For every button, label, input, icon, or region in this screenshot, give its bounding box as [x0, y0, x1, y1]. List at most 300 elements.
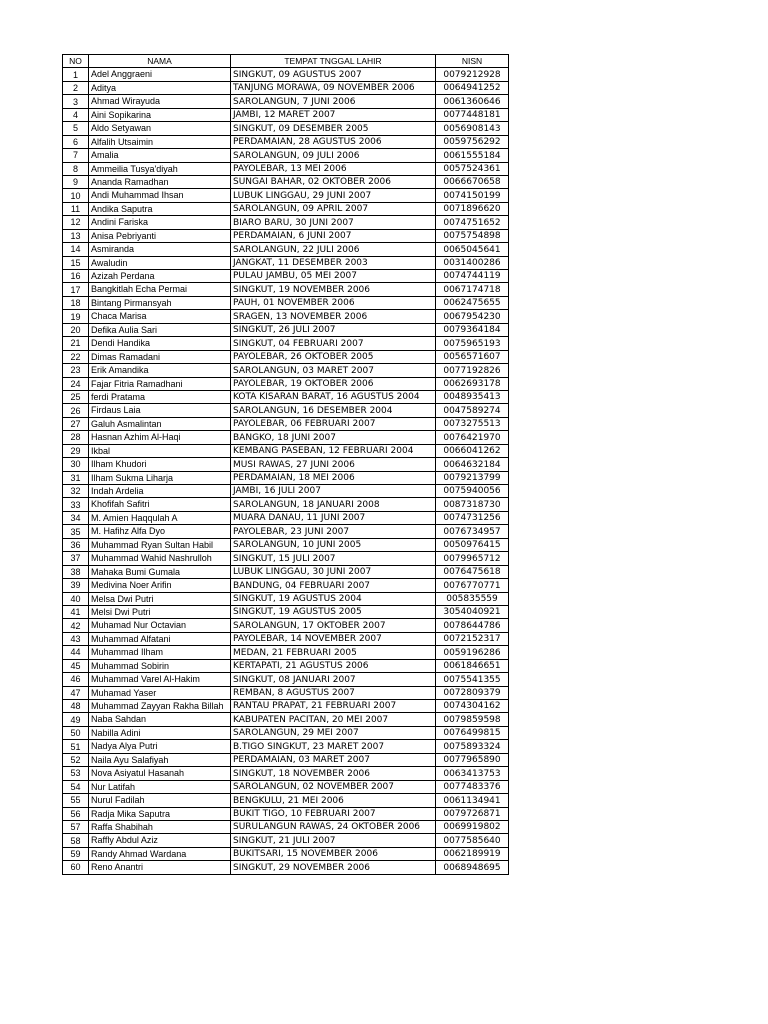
table-row	[63, 632, 509, 645]
cell-tempat-tanggal-lahir: SAROLANGUN, 10 JUNI 2005	[231, 538, 436, 551]
cell-tempat-tanggal-lahir: JAMBI, 12 MARET 2007	[231, 108, 436, 121]
cell-tempat-tanggal-lahir: PAUH, 01 NOVEMBER 2006	[231, 296, 436, 309]
cell-nisn: 0074751652	[436, 216, 509, 229]
table-row	[63, 296, 509, 309]
cell-no: 26	[63, 404, 89, 417]
cell-tempat-tanggal-lahir: PAYOLEBAR, 23 JUNI 2007	[231, 525, 436, 538]
cell-tempat-tanggal-lahir: REMBAN, 8 AGUSTUS 2007	[231, 686, 436, 699]
cell-no: 59	[63, 847, 89, 860]
cell-nama: Reno Anantri	[89, 861, 231, 874]
cell-nama: Asmiranda	[89, 243, 231, 256]
table-row	[63, 337, 509, 350]
cell-no: 55	[63, 794, 89, 807]
cell-no: 47	[63, 686, 89, 699]
cell-no: 54	[63, 780, 89, 793]
cell-nama: Chaca Marisa	[89, 310, 231, 323]
cell-nisn: 0059196286	[436, 646, 509, 659]
cell-no: 13	[63, 229, 89, 242]
cell-nisn: 0076475618	[436, 565, 509, 578]
table-row	[63, 404, 509, 417]
table-row	[63, 619, 509, 632]
cell-nama: M. Hafihz Alfa Dyo	[89, 525, 231, 538]
cell-nama: Ikbal	[89, 444, 231, 457]
cell-nama: Aditya	[89, 81, 231, 94]
cell-tempat-tanggal-lahir: SAROLANGUN, 09 JULI 2006	[231, 149, 436, 162]
cell-no: 14	[63, 243, 89, 256]
cell-nisn: 0074731256	[436, 511, 509, 524]
cell-nisn: 3054040921	[436, 605, 509, 618]
cell-no: 38	[63, 565, 89, 578]
cell-nama: Firdaus Laia	[89, 404, 231, 417]
table-row	[63, 525, 509, 538]
cell-nama: Randy Ahmad Wardana	[89, 847, 231, 860]
table-row	[63, 834, 509, 847]
table-row	[63, 229, 509, 242]
cell-tempat-tanggal-lahir: PAYOLEBAR, 06 FEBRUARI 2007	[231, 417, 436, 430]
column-header-nama: NAMA	[89, 55, 231, 68]
cell-nama: Ilham Khudori	[89, 458, 231, 471]
cell-no: 33	[63, 498, 89, 511]
table-row	[63, 753, 509, 766]
cell-no: 42	[63, 619, 89, 632]
cell-nama: Raffa Shabihah	[89, 820, 231, 833]
cell-no: 35	[63, 525, 89, 538]
cell-tempat-tanggal-lahir: RANTAU PRAPAT, 21 FEBRUARI 2007	[231, 700, 436, 713]
table-row	[63, 807, 509, 820]
cell-tempat-tanggal-lahir: BUKIT TIGO, 10 FEBRUARI 2007	[231, 807, 436, 820]
cell-no: 2	[63, 81, 89, 94]
table-row	[63, 700, 509, 713]
cell-no: 11	[63, 202, 89, 215]
cell-nisn: 0078644786	[436, 619, 509, 632]
table-row	[63, 565, 509, 578]
table-row	[63, 579, 509, 592]
cell-nisn: 0077965890	[436, 753, 509, 766]
cell-tempat-tanggal-lahir: SAROLANGUN, 09 APRIL 2007	[231, 202, 436, 215]
cell-nisn: 0075965193	[436, 337, 509, 350]
table-row	[63, 431, 509, 444]
cell-tempat-tanggal-lahir: PERDAMAIAN, 03 MARET 2007	[231, 753, 436, 766]
cell-nisn: 0067174718	[436, 283, 509, 296]
cell-nama: Muhammad Zayyan Rakha Billah	[89, 700, 231, 713]
table-row	[63, 713, 509, 726]
cell-tempat-tanggal-lahir: SAROLANGUN, 16 DESEMBER 2004	[231, 404, 436, 417]
cell-tempat-tanggal-lahir: BANGKO, 18 JUNI 2007	[231, 431, 436, 444]
table-row	[63, 189, 509, 202]
cell-tempat-tanggal-lahir: SAROLANGUN, 7 JUNI 2006	[231, 95, 436, 108]
table-row	[63, 216, 509, 229]
cell-tempat-tanggal-lahir: SINGKUT, 21 JULI 2007	[231, 834, 436, 847]
cell-nama: Erik Amandika	[89, 364, 231, 377]
cell-nisn: 0061360646	[436, 95, 509, 108]
cell-nisn: 0075940056	[436, 485, 509, 498]
cell-no: 36	[63, 538, 89, 551]
cell-tempat-tanggal-lahir: LUBUK LINGGAU, 29 JUNI 2007	[231, 189, 436, 202]
cell-tempat-tanggal-lahir: JANGKAT, 11 DESEMBER 2003	[231, 256, 436, 269]
cell-tempat-tanggal-lahir: SINGKUT, 08 JANUARI 2007	[231, 673, 436, 686]
cell-no: 48	[63, 700, 89, 713]
cell-nisn: 0050976415	[436, 538, 509, 551]
cell-nama: Muhamad Yaser	[89, 686, 231, 699]
cell-nama: Andini Fariska	[89, 216, 231, 229]
cell-no: 3	[63, 95, 89, 108]
cell-nisn: 0079212928	[436, 68, 509, 81]
cell-nama: Anisa Pebriyanti	[89, 229, 231, 242]
cell-nama: Hasnan Azhim Al-Haqi	[89, 431, 231, 444]
cell-nisn: 0073275513	[436, 417, 509, 430]
cell-no: 21	[63, 337, 89, 350]
cell-tempat-tanggal-lahir: SINGKUT, 18 NOVEMBER 2006	[231, 767, 436, 780]
cell-no: 10	[63, 189, 89, 202]
table-row	[63, 149, 509, 162]
table-row	[63, 390, 509, 403]
cell-no: 53	[63, 767, 89, 780]
cell-nama: Muhammad Wahid Nashrulloh	[89, 552, 231, 565]
cell-no: 8	[63, 162, 89, 175]
table-row	[63, 498, 509, 511]
table-row	[63, 283, 509, 296]
cell-nama: Bangkitlah Echa Permai	[89, 283, 231, 296]
table-row	[63, 202, 509, 215]
table-row	[63, 377, 509, 390]
cell-tempat-tanggal-lahir: BIARO BARU, 30 JUNI 2007	[231, 216, 436, 229]
cell-nisn: 0062189919	[436, 847, 509, 860]
cell-nisn: 0061555184	[436, 149, 509, 162]
cell-nisn: 0079859598	[436, 713, 509, 726]
cell-nama: Muhammad Alfatani	[89, 632, 231, 645]
cell-tempat-tanggal-lahir: SAROLANGUN, 02 NOVEMBER 2007	[231, 780, 436, 793]
table-row	[63, 686, 509, 699]
cell-nama: Melsi Dwi Putri	[89, 605, 231, 618]
cell-nisn: 0077483376	[436, 780, 509, 793]
table-row	[63, 108, 509, 121]
table-row	[63, 68, 509, 81]
table-row	[63, 175, 509, 188]
cell-nisn: 0064941252	[436, 81, 509, 94]
cell-no: 32	[63, 485, 89, 498]
cell-nama: Mahaka Bumi Gumala	[89, 565, 231, 578]
cell-tempat-tanggal-lahir: LUBUK LINGGAU, 30 JUNI 2007	[231, 565, 436, 578]
cell-tempat-tanggal-lahir: SINGKUT, 09 AGUSTUS 2007	[231, 68, 436, 81]
cell-no: 24	[63, 377, 89, 390]
cell-nama: Amalia	[89, 149, 231, 162]
cell-nama: Melsa Dwi Putri	[89, 592, 231, 605]
cell-nama: Muhammad Ryan Sultan Habil	[89, 538, 231, 551]
cell-no: 6	[63, 135, 89, 148]
table-row	[63, 471, 509, 484]
cell-nama: Khofifah Safitri	[89, 498, 231, 511]
cell-tempat-tanggal-lahir: BENGKULU, 21 MEI 2006	[231, 794, 436, 807]
cell-tempat-tanggal-lahir: JAMBI, 16 JULI 2007	[231, 485, 436, 498]
cell-nisn: 0061134941	[436, 794, 509, 807]
cell-no: 5	[63, 122, 89, 135]
cell-no: 50	[63, 726, 89, 739]
cell-tempat-tanggal-lahir: PERDAMAIAN, 28 AGUSTUS 2006	[231, 135, 436, 148]
cell-no: 39	[63, 579, 89, 592]
cell-tempat-tanggal-lahir: MUARA DANAU, 11 JUNI 2007	[231, 511, 436, 524]
cell-nama: Indah Ardelia	[89, 485, 231, 498]
table-row	[63, 417, 509, 430]
table-row	[63, 243, 509, 256]
table-row	[63, 659, 509, 672]
cell-tempat-tanggal-lahir: SRAGEN, 13 NOVEMBER 2006	[231, 310, 436, 323]
cell-nama: Alfalih Utsaimin	[89, 135, 231, 148]
cell-no: 43	[63, 632, 89, 645]
cell-no: 31	[63, 471, 89, 484]
table-row	[63, 350, 509, 363]
cell-nisn: 0077192826	[436, 364, 509, 377]
cell-nama: Muhammad Sobirin	[89, 659, 231, 672]
cell-no: 4	[63, 108, 89, 121]
table-row	[63, 847, 509, 860]
cell-nama: Aini Sopikarina	[89, 108, 231, 121]
cell-nama: Medivina Noer Arifin	[89, 579, 231, 592]
cell-no: 51	[63, 740, 89, 753]
cell-nama: Dendi Handika	[89, 337, 231, 350]
cell-no: 17	[63, 283, 89, 296]
cell-tempat-tanggal-lahir: SINGKUT, 19 NOVEMBER 2006	[231, 283, 436, 296]
cell-no: 44	[63, 646, 89, 659]
cell-tempat-tanggal-lahir: SAROLANGUN, 03 MARET 2007	[231, 364, 436, 377]
column-header-nisn: NISN	[436, 55, 509, 68]
cell-nama: Galuh Asmalintan	[89, 417, 231, 430]
cell-nisn: 0076421970	[436, 431, 509, 444]
column-header-tempat-tanggal-lahir: TEMPAT TNGGAL LAHIR	[231, 55, 436, 68]
cell-nama: Andika Saputra	[89, 202, 231, 215]
cell-no: 22	[63, 350, 89, 363]
cell-no: 40	[63, 592, 89, 605]
cell-tempat-tanggal-lahir: B.TIGO SINGKUT, 23 MARET 2007	[231, 740, 436, 753]
cell-nama: Muhammad Ilham	[89, 646, 231, 659]
cell-tempat-tanggal-lahir: SINGKUT, 29 NOVEMBER 2006	[231, 861, 436, 874]
cell-nama: Raffly Abdul Aziz	[89, 834, 231, 847]
cell-nama: Ammeilia Tusya'diyah	[89, 162, 231, 175]
table-row	[63, 592, 509, 605]
cell-tempat-tanggal-lahir: PULAU JAMBU, 05 MEI 2007	[231, 270, 436, 283]
cell-no: 25	[63, 390, 89, 403]
cell-nisn: 0077585640	[436, 834, 509, 847]
cell-nama: Nova Asiyatul Hasanah	[89, 767, 231, 780]
cell-no: 1	[63, 68, 89, 81]
cell-nisn: 0079364184	[436, 323, 509, 336]
table-row	[63, 726, 509, 739]
cell-tempat-tanggal-lahir: SAROLANGUN, 17 OKTOBER 2007	[231, 619, 436, 632]
cell-no: 49	[63, 713, 89, 726]
cell-nama: Muhammad Varel Al-Hakim	[89, 673, 231, 686]
cell-nama: Naila Ayu Salafiyah	[89, 753, 231, 766]
cell-nama: Nadya Alya Putri	[89, 740, 231, 753]
table-row	[63, 861, 509, 874]
student-roster-table	[62, 54, 509, 875]
cell-tempat-tanggal-lahir: SINGKUT, 19 AGUSTUS 2005	[231, 605, 436, 618]
cell-tempat-tanggal-lahir: KABUPATEN PACITAN, 20 MEI 2007	[231, 713, 436, 726]
cell-nisn: 0068948695	[436, 861, 509, 874]
cell-nisn: 0059756292	[436, 135, 509, 148]
table-row	[63, 485, 509, 498]
cell-no: 27	[63, 417, 89, 430]
cell-nama: Naba Sahdan	[89, 713, 231, 726]
cell-tempat-tanggal-lahir: SAROLANGUN, 22 JULI 2006	[231, 243, 436, 256]
table-row	[63, 323, 509, 336]
cell-nisn: 0075754898	[436, 229, 509, 242]
cell-tempat-tanggal-lahir: BUKITSARI, 15 NOVEMBER 2006	[231, 847, 436, 860]
cell-tempat-tanggal-lahir: SAROLANGUN, 18 JANUARI 2008	[231, 498, 436, 511]
table-row	[63, 646, 509, 659]
cell-no: 28	[63, 431, 89, 444]
table-row	[63, 270, 509, 283]
cell-tempat-tanggal-lahir: KOTA KISARAN BARAT, 16 AGUSTUS 2004	[231, 390, 436, 403]
cell-no: 16	[63, 270, 89, 283]
cell-nisn: 0075541355	[436, 673, 509, 686]
cell-nisn: 0087318730	[436, 498, 509, 511]
cell-nama: Fajar Fitria Ramadhani	[89, 377, 231, 390]
table-row	[63, 552, 509, 565]
cell-nisn: 0056908143	[436, 122, 509, 135]
cell-tempat-tanggal-lahir: KEMBANG PASEBAN, 12 FEBRUARI 2004	[231, 444, 436, 457]
table-row	[63, 122, 509, 135]
table-row	[63, 538, 509, 551]
cell-nisn: 0074744119	[436, 270, 509, 283]
cell-no: 20	[63, 323, 89, 336]
cell-nisn: 0079965712	[436, 552, 509, 565]
table-row	[63, 673, 509, 686]
cell-tempat-tanggal-lahir: PAYOLEBAR, 13 MEI 2006	[231, 162, 436, 175]
cell-nama: Azizah Perdana	[89, 270, 231, 283]
cell-nama: ferdi Pratama	[89, 390, 231, 403]
column-header-no: NO	[63, 55, 89, 68]
cell-no: 29	[63, 444, 89, 457]
cell-no: 7	[63, 149, 89, 162]
cell-nisn: 0074150199	[436, 189, 509, 202]
cell-nama: Ahmad Wirayuda	[89, 95, 231, 108]
cell-nisn: 0072152317	[436, 632, 509, 645]
table-row	[63, 780, 509, 793]
table-row	[63, 95, 509, 108]
cell-no: 23	[63, 364, 89, 377]
cell-nisn: 0075893324	[436, 740, 509, 753]
cell-tempat-tanggal-lahir: SURULANGUN RAWAS, 24 OKTOBER 2006	[231, 820, 436, 833]
cell-nisn: 0079726871	[436, 807, 509, 820]
cell-tempat-tanggal-lahir: SINGKUT, 15 JULI 2007	[231, 552, 436, 565]
cell-nisn: 0067954230	[436, 310, 509, 323]
cell-nama: Defika Aulia Sari	[89, 323, 231, 336]
cell-nisn: 0069919802	[436, 820, 509, 833]
cell-tempat-tanggal-lahir: SINGKUT, 19 AGUSTUS 2004	[231, 592, 436, 605]
table-row	[63, 511, 509, 524]
cell-no: 52	[63, 753, 89, 766]
cell-nama: Aldo Setyawan	[89, 122, 231, 135]
cell-nama: Radja Mika Saputra	[89, 807, 231, 820]
cell-nisn: 0077448181	[436, 108, 509, 121]
cell-nisn: 0062693178	[436, 377, 509, 390]
table-row	[63, 310, 509, 323]
table-header-row	[63, 55, 509, 68]
cell-no: 15	[63, 256, 89, 269]
cell-no: 41	[63, 605, 89, 618]
cell-nisn: 0056571607	[436, 350, 509, 363]
cell-no: 34	[63, 511, 89, 524]
table-row	[63, 767, 509, 780]
cell-nama: Ilham Sukma Liharja	[89, 471, 231, 484]
table-row	[63, 162, 509, 175]
cell-no: 60	[63, 861, 89, 874]
cell-no: 58	[63, 834, 89, 847]
cell-nisn: 0063413753	[436, 767, 509, 780]
cell-nama: Adel Anggraeni	[89, 68, 231, 81]
table-row	[63, 81, 509, 94]
cell-no: 37	[63, 552, 89, 565]
cell-tempat-tanggal-lahir: PAYOLEBAR, 14 NOVEMBER 2007	[231, 632, 436, 645]
cell-nama: Bintang Pirmansyah	[89, 296, 231, 309]
cell-tempat-tanggal-lahir: TANJUNG MORAWA, 09 NOVEMBER 2006	[231, 81, 436, 94]
cell-nisn: 0048935413	[436, 390, 509, 403]
cell-no: 12	[63, 216, 89, 229]
cell-nisn: 0076499815	[436, 726, 509, 739]
cell-no: 46	[63, 673, 89, 686]
table-row	[63, 135, 509, 148]
cell-nama: Awaludin	[89, 256, 231, 269]
cell-nisn: 0072809379	[436, 686, 509, 699]
cell-nisn: 0031400286	[436, 256, 509, 269]
cell-tempat-tanggal-lahir: PERDAMAIAN, 6 JUNI 2007	[231, 229, 436, 242]
cell-tempat-tanggal-lahir: PAYOLEBAR, 19 OKTOBER 2006	[231, 377, 436, 390]
cell-nisn: 0074304162	[436, 700, 509, 713]
cell-nama: Nurul Fadilah	[89, 794, 231, 807]
cell-nisn: 0061846651	[436, 659, 509, 672]
cell-nisn: 0071896620	[436, 202, 509, 215]
cell-tempat-tanggal-lahir: PAYOLEBAR, 26 OKTOBER 2005	[231, 350, 436, 363]
table-row	[63, 794, 509, 807]
table-row	[63, 605, 509, 618]
cell-nama: Dimas Ramadani	[89, 350, 231, 363]
cell-tempat-tanggal-lahir: SUNGAI BAHAR, 02 OKTOBER 2006	[231, 175, 436, 188]
cell-nama: Andi Muhammad Ihsan	[89, 189, 231, 202]
cell-nama: M. Amien Haqqulah A	[89, 511, 231, 524]
cell-nisn: 0076734957	[436, 525, 509, 538]
table-body	[63, 68, 509, 874]
table-row	[63, 364, 509, 377]
cell-no: 9	[63, 175, 89, 188]
cell-nisn: 005835559	[436, 592, 509, 605]
cell-tempat-tanggal-lahir: MEDAN, 21 FEBRUARI 2005	[231, 646, 436, 659]
student-roster-sheet	[62, 54, 509, 875]
table-row	[63, 740, 509, 753]
cell-nisn: 0062475655	[436, 296, 509, 309]
table-row	[63, 256, 509, 269]
cell-tempat-tanggal-lahir: PERDAMAIAN, 18 MEI 2006	[231, 471, 436, 484]
cell-nama: Nabilla Adini	[89, 726, 231, 739]
cell-tempat-tanggal-lahir: SINGKUT, 26 JULI 2007	[231, 323, 436, 336]
cell-tempat-tanggal-lahir: BANDUNG, 04 FEBRUARI 2007	[231, 579, 436, 592]
cell-nisn: 0057524361	[436, 162, 509, 175]
cell-tempat-tanggal-lahir: SINGKUT, 09 DESEMBER 2005	[231, 122, 436, 135]
cell-nisn: 0066670658	[436, 175, 509, 188]
cell-nisn: 0066041262	[436, 444, 509, 457]
table-row	[63, 820, 509, 833]
table-row	[63, 458, 509, 471]
cell-no: 30	[63, 458, 89, 471]
cell-no: 57	[63, 820, 89, 833]
table-row	[63, 444, 509, 457]
cell-nisn: 0064632184	[436, 458, 509, 471]
cell-tempat-tanggal-lahir: SAROLANGUN, 29 MEI 2007	[231, 726, 436, 739]
cell-nisn: 0076770771	[436, 579, 509, 592]
cell-tempat-tanggal-lahir: SINGKUT, 04 FEBRUARI 2007	[231, 337, 436, 350]
cell-nama: Ananda Ramadhan	[89, 175, 231, 188]
cell-tempat-tanggal-lahir: KERTAPATI, 21 AGUSTUS 2006	[231, 659, 436, 672]
cell-nisn: 0079213799	[436, 471, 509, 484]
cell-no: 19	[63, 310, 89, 323]
